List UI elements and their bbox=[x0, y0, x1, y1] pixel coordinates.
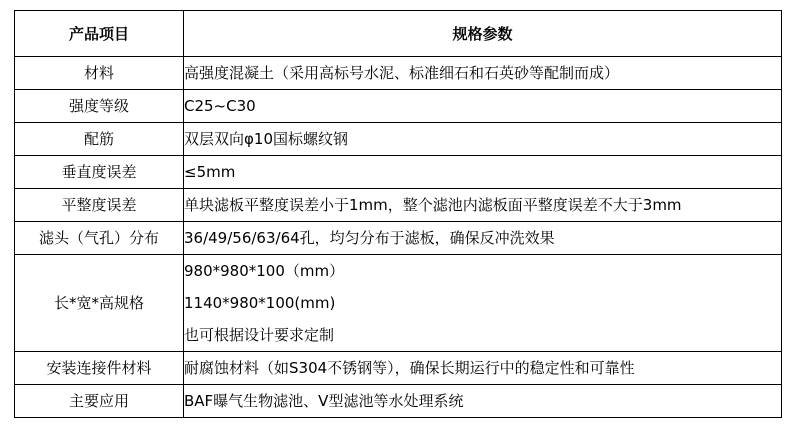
spec-table bbox=[14, 10, 782, 418]
row-label: 滤头（气孔）分布 bbox=[15, 222, 184, 255]
row-label: 平整度误差 bbox=[15, 189, 184, 222]
table-row bbox=[15, 57, 782, 90]
row-label: 垂直度误差 bbox=[15, 156, 184, 189]
row-value: ≤5mm bbox=[184, 156, 782, 189]
table-row bbox=[15, 255, 782, 352]
row-value: 单块滤板平整度误差小于1mm，整个滤池内滤板面平整度误差不大于3mm bbox=[184, 189, 782, 222]
table-row bbox=[15, 123, 782, 156]
size-line: 980*980*100（mm） bbox=[184, 262, 345, 280]
table-row bbox=[15, 385, 782, 418]
row-value: 36/49/56/63/64孔，均匀分布于滤板，确保反冲洗效果 bbox=[184, 222, 782, 255]
header-spec-params: 规格参数 bbox=[184, 11, 782, 57]
row-label: 材料 bbox=[15, 57, 184, 90]
row-label: 安装连接件材料 bbox=[15, 352, 184, 385]
table-row bbox=[15, 222, 782, 255]
size-line: 也可根据设计要求定制 bbox=[184, 326, 335, 344]
table-row bbox=[15, 156, 782, 189]
row-label: 强度等级 bbox=[15, 90, 184, 123]
row-label: 长*宽*高规格 bbox=[15, 255, 184, 352]
table-row bbox=[15, 90, 782, 123]
table-row bbox=[15, 352, 782, 385]
table-row bbox=[15, 189, 782, 222]
row-label: 配筋 bbox=[15, 123, 184, 156]
row-value-multiline bbox=[184, 255, 782, 352]
table-header-row bbox=[15, 11, 782, 57]
row-value: 双层双向φ10国标螺纹钢 bbox=[184, 123, 782, 156]
row-value: C25~C30 bbox=[184, 90, 782, 123]
row-value: 耐腐蚀材料（如S304不锈钢等），确保长期运行中的稳定性和可靠性 bbox=[184, 352, 782, 385]
row-value: 高强度混凝土（采用高标号水泥、标准细石和石英砂等配制而成） bbox=[184, 57, 782, 90]
row-value: BAF曝气生物滤池、V型滤池等水处理系统 bbox=[184, 385, 782, 418]
row-label: 主要应用 bbox=[15, 385, 184, 418]
header-product-item: 产品项目 bbox=[15, 11, 184, 57]
size-line: 1140*980*100(mm) bbox=[184, 294, 336, 312]
